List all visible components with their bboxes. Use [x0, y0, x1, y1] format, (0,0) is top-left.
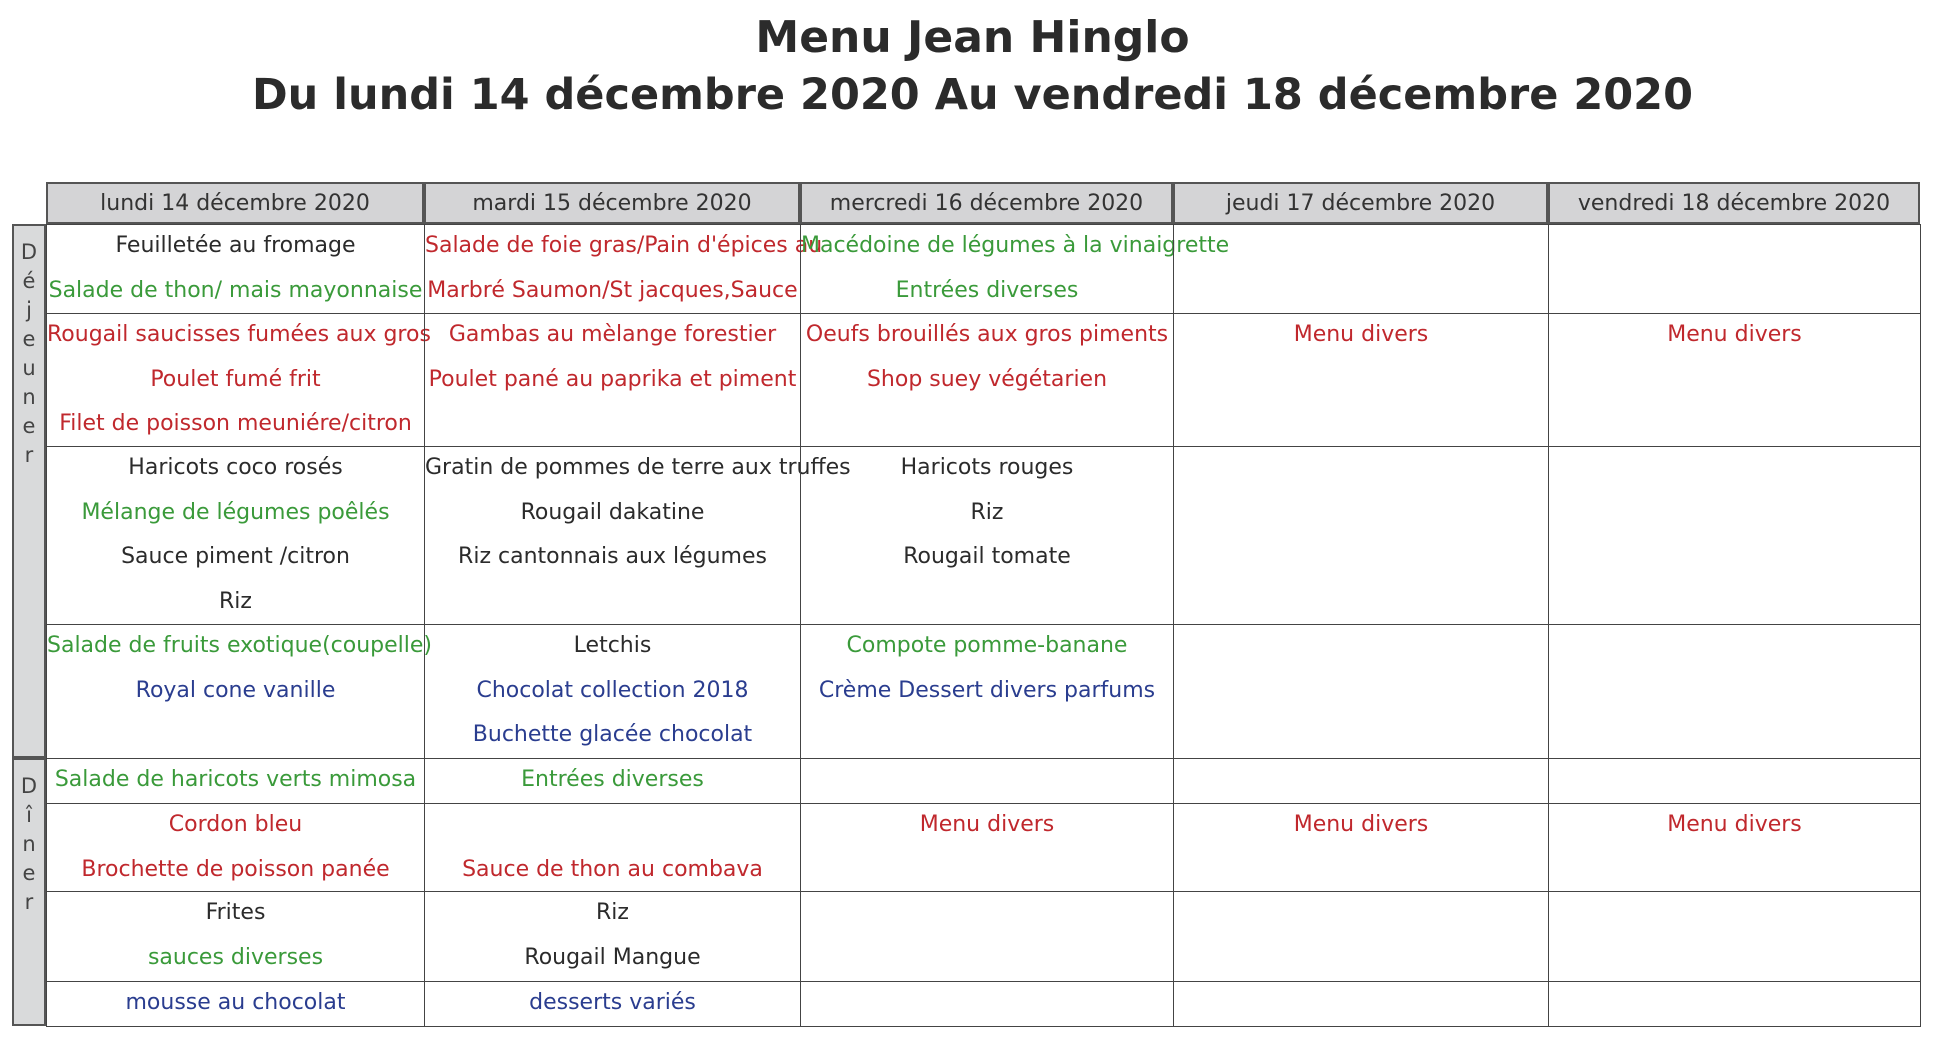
section-label-diner-letter: D — [20, 774, 38, 798]
menu-cell — [1173, 981, 1549, 1027]
section-label-diner-letter: e — [22, 861, 36, 885]
section-label-dejeuner-letter: j — [26, 298, 32, 322]
menu-item: Poulet pané au paprika et piment — [428, 366, 797, 392]
menu-item: Salade de haricots verts mimosa — [54, 767, 417, 792]
menu-cell — [1548, 446, 1921, 625]
menu-cell — [46, 446, 425, 625]
menu-cell — [46, 313, 431, 447]
menu-item: Entrées diverses — [521, 767, 704, 792]
menu-item: Riz — [219, 588, 252, 614]
section-label-dejeuner-letter: r — [24, 443, 34, 467]
menu-item: Sauce piment /citron — [121, 544, 350, 569]
menu-item: Menu divers — [1293, 812, 1429, 837]
menu-cell — [800, 446, 1174, 625]
menu-item: Riz — [596, 900, 629, 925]
menu-item: Salade de foie gras/Pain d'épices au — [425, 233, 823, 258]
menu-item: Filet de poisson meuniére/citron — [59, 411, 412, 436]
menu-cell — [46, 803, 425, 892]
menu-item: Rougail tomate — [903, 544, 1071, 569]
menu-item: Gambas au mèlange forestier — [448, 322, 777, 347]
menu-item: Menu divers — [1667, 322, 1802, 347]
section-label-dejeuner-letter: e — [22, 327, 36, 351]
menu-cell — [424, 624, 801, 759]
menu-item: Feuilletée au fromage — [115, 233, 356, 258]
menu-item: Brochette de poisson panée — [81, 856, 390, 882]
section-label-diner — [12, 758, 46, 1026]
menu-item: Salade de fruits exotique(coupelle) — [47, 633, 433, 658]
menu-cell — [424, 891, 801, 982]
menu-item: Haricots rouges — [900, 455, 1074, 480]
menu-item: mousse au chocolat — [125, 990, 346, 1015]
menu-cell — [800, 758, 1174, 804]
menu-cell — [424, 446, 851, 625]
section-label-diner-letter: î — [26, 803, 32, 827]
menu-item: Riz cantonnais aux légumes — [458, 544, 767, 569]
menu-cell — [1173, 891, 1549, 982]
section-label-dejeuner-letter: u — [22, 356, 36, 380]
menu-cell — [46, 891, 425, 982]
menu-cell — [1173, 313, 1549, 447]
menu-item: Rougail Mangue — [524, 944, 701, 970]
menu-cell — [1548, 624, 1921, 759]
menu-item: Macédoine de légumes à la vinaigrette — [801, 233, 1230, 258]
section-label-dejeuner — [12, 224, 46, 758]
menu-cell — [424, 803, 801, 892]
menu-cell — [1548, 891, 1921, 982]
menu-item: Menu divers — [919, 812, 1055, 837]
menu-cell — [424, 758, 801, 804]
menu-item: Shop suey végétarien — [866, 366, 1108, 392]
menu-item: Rougail dakatine — [520, 499, 705, 525]
menu-item: Crème Dessert divers parfums — [818, 677, 1156, 703]
menu-item: Mélange de légumes poêlés — [81, 499, 390, 525]
menu-cell — [800, 891, 1174, 982]
section-label-dejeuner-letter: e — [22, 414, 36, 438]
menu-cell — [46, 758, 425, 804]
menu-cell — [46, 224, 425, 314]
menu-item: Riz — [970, 499, 1004, 525]
menu-item: desserts variés — [529, 990, 696, 1015]
day-header-0: lundi 14 décembre 2020 — [46, 182, 424, 224]
menu-item: Compote pomme-banane — [846, 633, 1128, 658]
menu-item: Menu divers — [1667, 812, 1802, 837]
menu-item: Cordon bleu — [168, 812, 303, 837]
menu-cell — [1548, 224, 1921, 314]
menu-item: Oeufs brouillés aux gros piments — [805, 322, 1169, 347]
menu-cell — [1173, 758, 1549, 804]
menu-cell — [1548, 803, 1921, 892]
page-subtitle: Du lundi 14 décembre 2020 Au vendredi 18 décembre 2020 — [251, 70, 1694, 120]
day-header-2: mercredi 16 décembre 2020 — [800, 182, 1173, 224]
menu-cell — [424, 224, 823, 314]
menu-item: Buchette glacée chocolat — [472, 722, 753, 747]
menu-cell — [424, 981, 801, 1027]
menu-cell — [1173, 224, 1549, 314]
menu-cell — [424, 313, 801, 447]
menu-cell — [800, 624, 1174, 759]
page-title: Menu Jean Hinglo — [755, 12, 1190, 63]
menu-item: sauces diverses — [147, 944, 324, 970]
menu-cell — [800, 224, 1230, 314]
menu-item: Royal cone vanille — [135, 677, 336, 703]
day-header-1: mardi 15 décembre 2020 — [424, 182, 800, 224]
menu-item: Entrées diverses — [895, 277, 1079, 303]
section-label-diner-letter: n — [22, 832, 36, 856]
menu-cell — [800, 313, 1174, 447]
menu-cell — [46, 981, 425, 1027]
section-label-dejeuner-letter: é — [22, 269, 36, 293]
menu-item: Sauce de thon au combava — [462, 856, 763, 882]
menu-cell — [1548, 758, 1921, 804]
menu-cell — [1548, 981, 1921, 1027]
section-label-dejeuner-letter: n — [22, 385, 36, 409]
day-header-3: jeudi 17 décembre 2020 — [1173, 182, 1548, 224]
menu-item: Salade de thon/ mais mayonnaise — [48, 277, 423, 303]
menu-item: Chocolat collection 2018 — [476, 677, 749, 703]
menu-item: Gratin de pommes de terre aux truffes — [425, 455, 851, 480]
menu-cell — [1173, 624, 1549, 759]
menu-cell — [46, 624, 433, 759]
day-header-4: vendredi 18 décembre 2020 — [1548, 182, 1920, 224]
menu-item: Menu divers — [1293, 322, 1429, 347]
menu-item: Letchis — [573, 633, 652, 658]
menu-item: Haricots coco rosés — [128, 455, 343, 480]
menu-cell — [1173, 803, 1549, 892]
menu-cell — [1548, 313, 1921, 447]
menu-item: Poulet fumé frit — [150, 366, 321, 392]
menu-item: Marbré Saumon/St jacques,Sauce — [427, 277, 798, 303]
menu-cell — [1173, 446, 1549, 625]
section-label-dejeuner-letter: D — [20, 240, 38, 264]
menu-cell — [800, 803, 1174, 892]
menu-item: Rougail saucisses fumées aux gros — [47, 322, 431, 347]
section-label-diner-letter: r — [24, 890, 34, 914]
menu-cell — [800, 981, 1174, 1027]
menu-item: Frites — [205, 900, 266, 925]
